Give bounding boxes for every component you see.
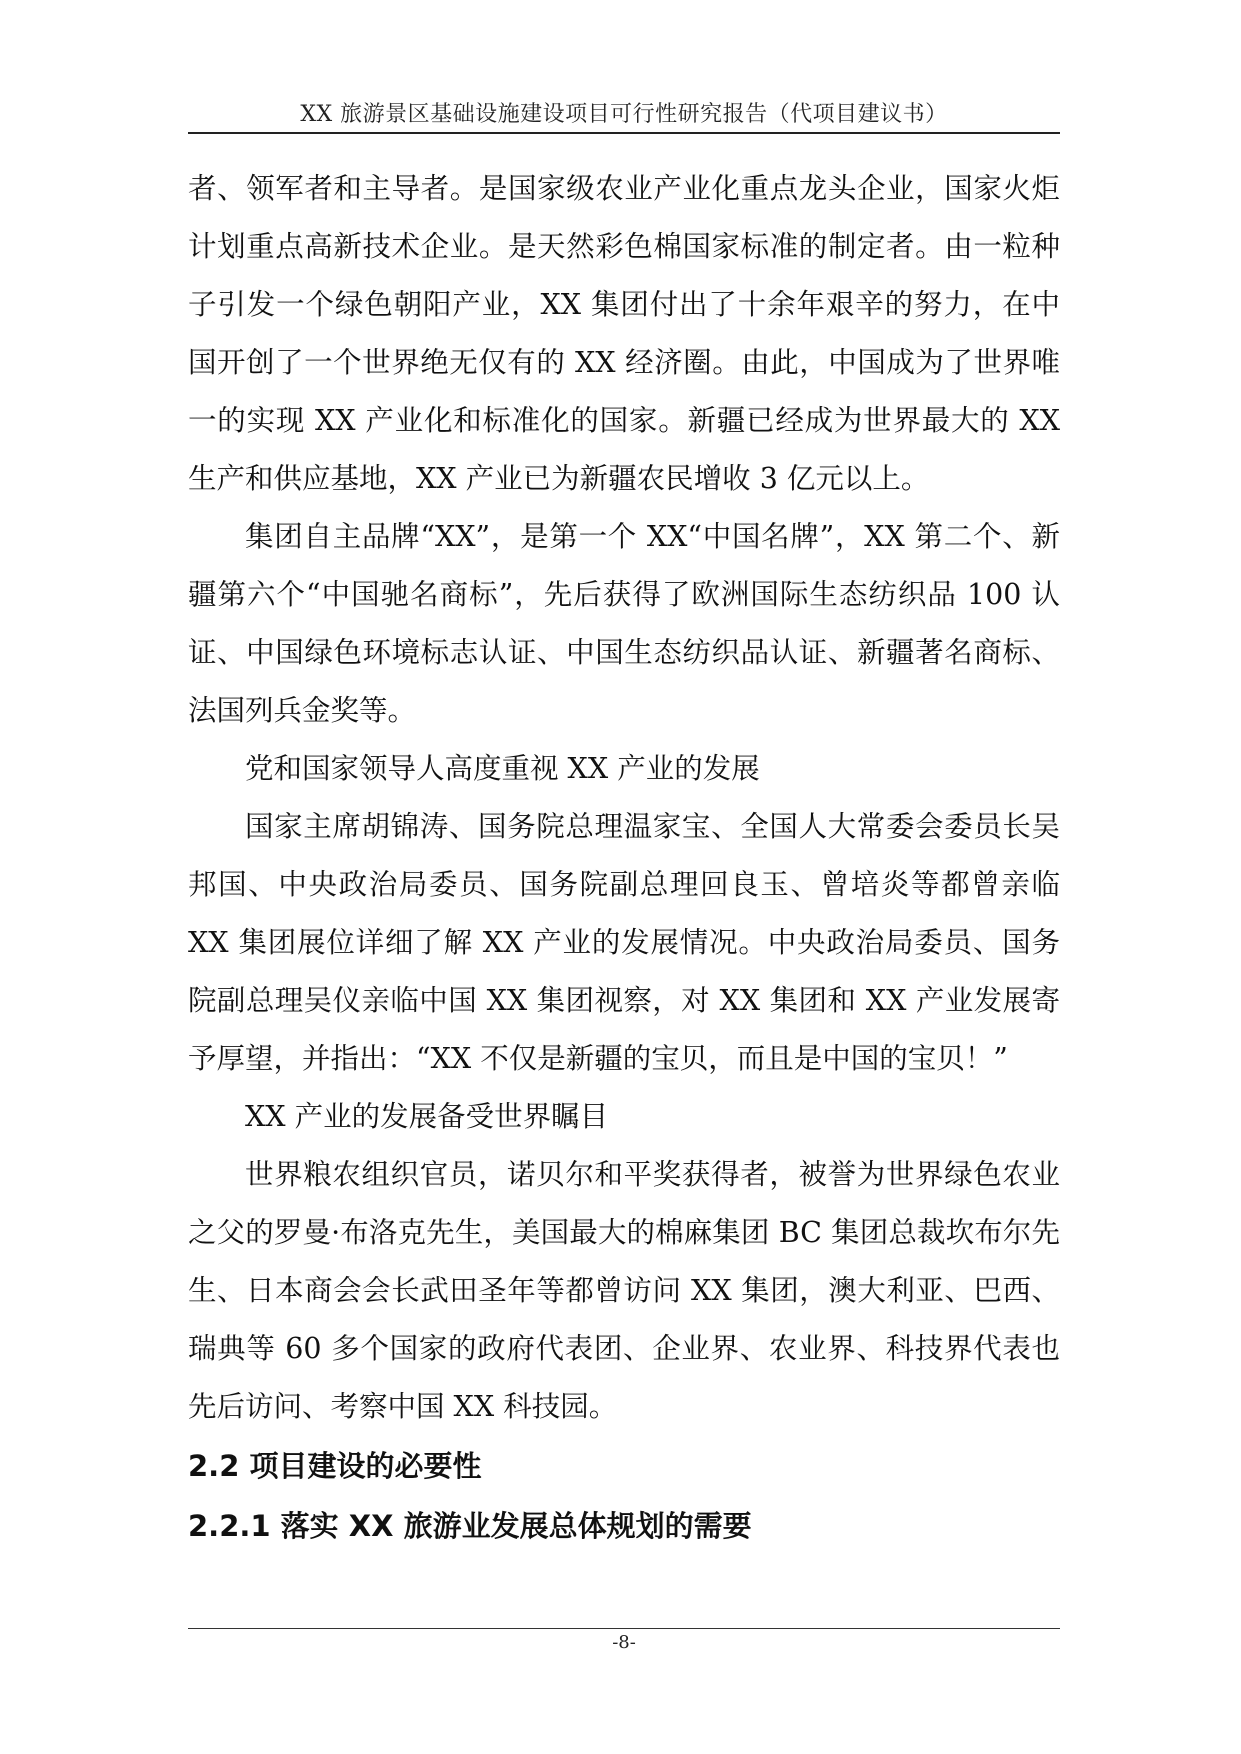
document-body: [188, 160, 1060, 1556]
paragraph-leaders-title: 党和国家领导人高度重视 XX 产业的发展: [245, 752, 760, 785]
page-number: -8-: [612, 1632, 636, 1653]
section-heading: 2.2 项目建设的必要性: [188, 1449, 482, 1483]
paragraph-company-intro: 者、领军者和主导者。是国家级农业产业化重点龙头企业，国家火炬计划重点高新技术企业。是天然彩色棉国家标准的制定者。由一粒种子引发一个绿色朝阳产业，XX 集团付出了十余年艰辛的努力，在中国开创了一个世界绝无仅有的 XX 经济圈。由此，中国成为了世界唯一的实现 XX 产业化和标准化的国家。新疆已经成为世界最大的 XX 生产和供应基地，XX 产业已为新疆农民增收 3 亿元以上。: [188, 172, 1060, 495]
subsection-heading: 2.2.1 落实 XX 旅游业发展总体规划的需要: [188, 1509, 752, 1543]
header-rule: [188, 132, 1060, 134]
paragraph-world: 世界粮农组织官员，诺贝尔和平奖获得者，被誉为世界绿色农业之父的罗曼·布洛克先生，美国最大的棉麻集团 BC 集团总裁坎布尔先生、日本商会会长武田圣年等都曾访问 XX 集团，澳大利亚、巴西、瑞典等 60 多个国家的政府代表团、企业界、农业界、科技界代表也先后访问、考察中国 XX 科技园。: [188, 1158, 1060, 1423]
paragraph-leaders: 国家主席胡锦涛、国务院总理温家宝、全国人大常委会委员长吴邦国、中央政治局委员、国务院副总理回良玉、曾培炎等都曾亲临 XX 集团展位详细了解 XX 产业的发展情况。中央政治局委员、国务院副总理吴仪亲临中国 XX 集团视察，对 XX 集团和 XX 产业发展寄予厚望，并指出：“XX 不仅是新疆的宝贝，而且是中国的宝贝！”: [188, 810, 1060, 1075]
page-header: XX 旅游景区基础设施建设项目可行性研究报告（代项目建议书）: [300, 102, 948, 127]
paragraph-brand: 集团自主品牌“XX”，是第一个 XX“中国名牌”，XX 第二个、新疆第六个“中国驰名商标”，先后获得了欧洲国际生态纺织品 100 认证、中国绿色环境标志认证、中国生态纺织品认证、新疆著名商标、法国列兵金奖等。: [188, 520, 1060, 727]
paragraph-world-title: XX 产业的发展备受世界瞩目: [245, 1100, 609, 1133]
footer-rule: [188, 1628, 1060, 1629]
